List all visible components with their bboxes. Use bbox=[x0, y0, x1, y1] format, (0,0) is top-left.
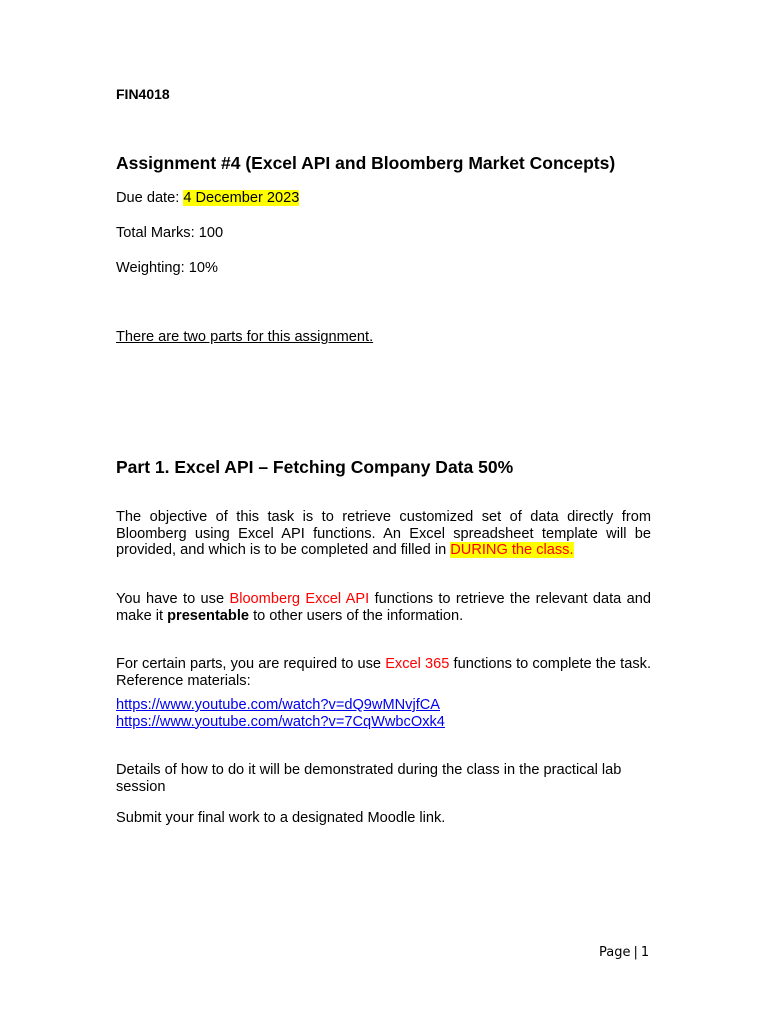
excel365-paragraph bbox=[116, 656, 651, 689]
objective-paragraph bbox=[116, 509, 651, 559]
weighting: Weighting: 10% bbox=[116, 260, 218, 276]
excel365-text-post: functions to complete the task. Reference materials: bbox=[116, 656, 652, 689]
part1-heading: Part 1. Excel API – Fetching Company Data 50% bbox=[116, 457, 514, 477]
page-label: Page bbox=[599, 945, 631, 960]
submission-paragraph: Submit your final work to a designated Moodle link. bbox=[116, 810, 446, 826]
course-code: FIN4018 bbox=[116, 86, 170, 102]
assignment-title: Assignment #4 (Excel API and Bloomberg Market Concepts) bbox=[116, 153, 616, 173]
during-class-highlight: DURING the class. bbox=[450, 542, 574, 558]
reference-links bbox=[116, 697, 651, 730]
intro-text: There are two parts for this assignment. bbox=[116, 329, 374, 345]
page-footer bbox=[599, 945, 649, 960]
objective-text: The objective of this task is to retrieve customized set of data directly from Bloomberg using Excel API functions. An Excel spreadsheet template will be provided, and which is to be completed and filled in bbox=[116, 509, 651, 558]
api-text-post: to other users of the information. bbox=[249, 607, 464, 624]
presentable-emphasis: presentable bbox=[167, 607, 250, 624]
due-date-line bbox=[116, 190, 651, 207]
page-separator: | bbox=[633, 945, 638, 960]
excel365-text-pre: For certain parts, you are required to use bbox=[116, 656, 386, 672]
api-text-pre: You have to use bbox=[116, 591, 230, 607]
youtube-link-1[interactable]: https://www.youtube.com/watch?v=dQ9wMNvjfCA bbox=[116, 697, 441, 713]
lab-session-paragraph: Details of how to do it will be demonstrated during the class in the practical lab session bbox=[116, 762, 622, 795]
excel365-emphasis: Excel 365 bbox=[385, 656, 450, 672]
due-date-value: 4 December 2023 bbox=[183, 190, 300, 206]
api-paragraph bbox=[116, 591, 651, 624]
bloomberg-api-emphasis: Bloomberg Excel API bbox=[229, 591, 370, 607]
page-number: 1 bbox=[640, 945, 650, 960]
youtube-link-2[interactable]: https://www.youtube.com/watch?v=7CqWwbcOxk4 bbox=[116, 713, 445, 730]
due-date-label: Due date: bbox=[116, 190, 184, 206]
total-marks: Total Marks: 100 bbox=[116, 225, 224, 241]
api-text-mid: functions to retrieve the relevant data and make it bbox=[116, 591, 652, 624]
